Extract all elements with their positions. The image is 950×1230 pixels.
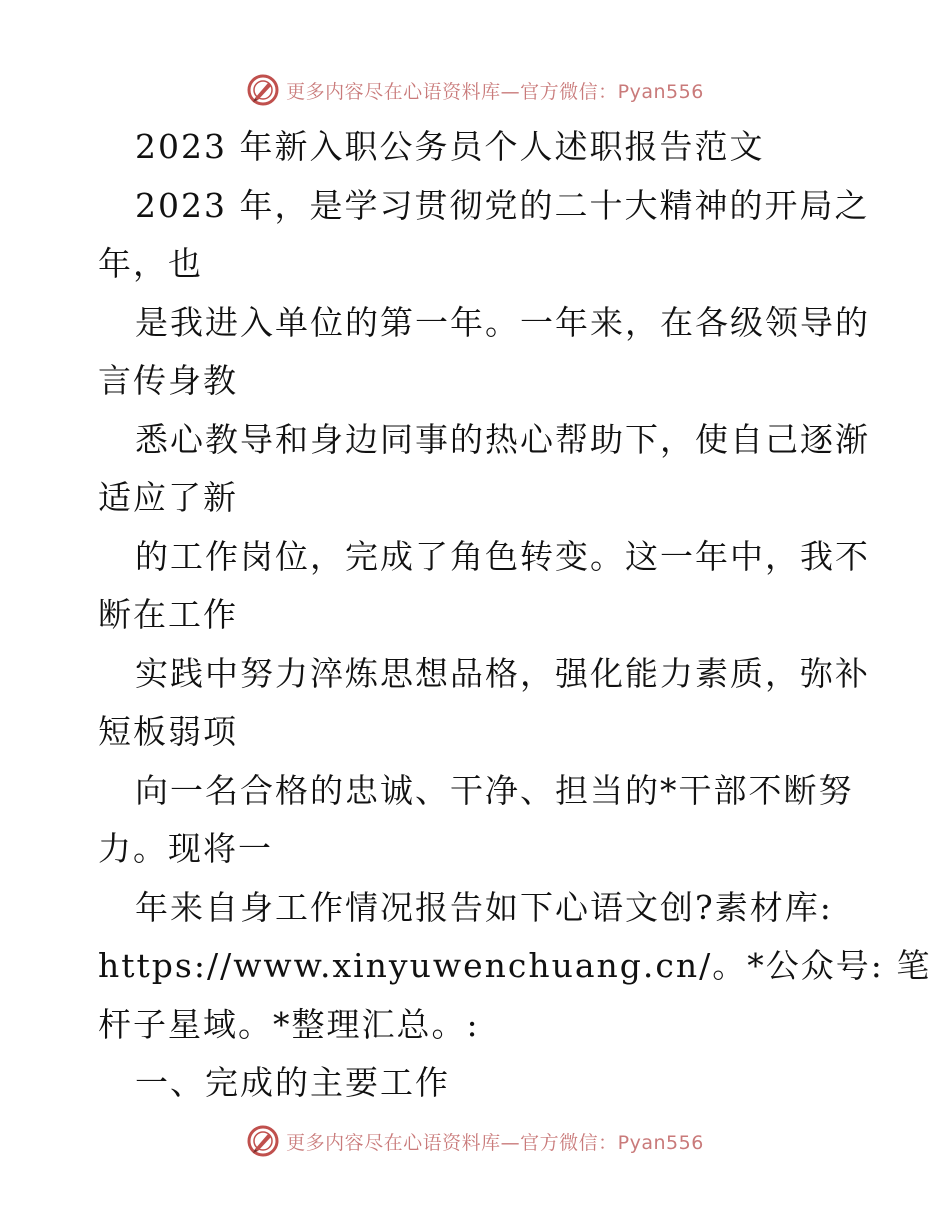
paragraph-line: 年来自身工作情况报告如下心语文创?素材库: [135,888,833,927]
watermark-text: 更多内容尽在心语资料库—官方微信：Pyan556 [286,80,704,103]
paragraph-line: 向一名合格的忠诚、干净、担当的*干部不断努 [135,771,854,810]
paragraph-line: 言传身教 [98,361,238,400]
paragraph-line: 实践中努力淬炼思想品格，强化能力素质，弥补 [135,654,870,693]
watermark-header [0,70,950,110]
paragraph-line: 2023 年，是学习贯彻党的二十大精神的开局之 [135,186,870,225]
paragraph-line: 年，也 [98,244,203,283]
section-heading: 一、完成的主要工作 [135,1063,450,1102]
pen-logo-icon [246,1124,280,1158]
document-title: 2023 年新入职公务员个人述职报告范文 [135,127,765,166]
paragraph-line: 适应了新 [98,478,238,517]
watermark-footer [0,1121,950,1161]
paragraph-line: 的工作岗位，完成了角色转变。这一年中，我不 [135,537,870,576]
paragraph-line: 力。现将一 [98,829,273,868]
paragraph-line: 杆子星域。*整理汇总。: [98,1005,480,1044]
pen-logo-icon [246,73,280,107]
paragraph-line-url: https://www.xinyuwenchuang.cn/。*公众号: 笔 [98,946,932,985]
watermark-text: 更多内容尽在心语资料库—官方微信：Pyan556 [286,1131,704,1154]
paragraph-line: 悉心教导和身边同事的热心帮助下，使自己逐渐 [135,420,870,459]
paragraph-line: 断在工作 [98,595,238,634]
paragraph-line: 是我进入单位的第一年。一年来，在各级领导的 [135,303,870,342]
paragraph-line: 短板弱项 [98,712,238,751]
